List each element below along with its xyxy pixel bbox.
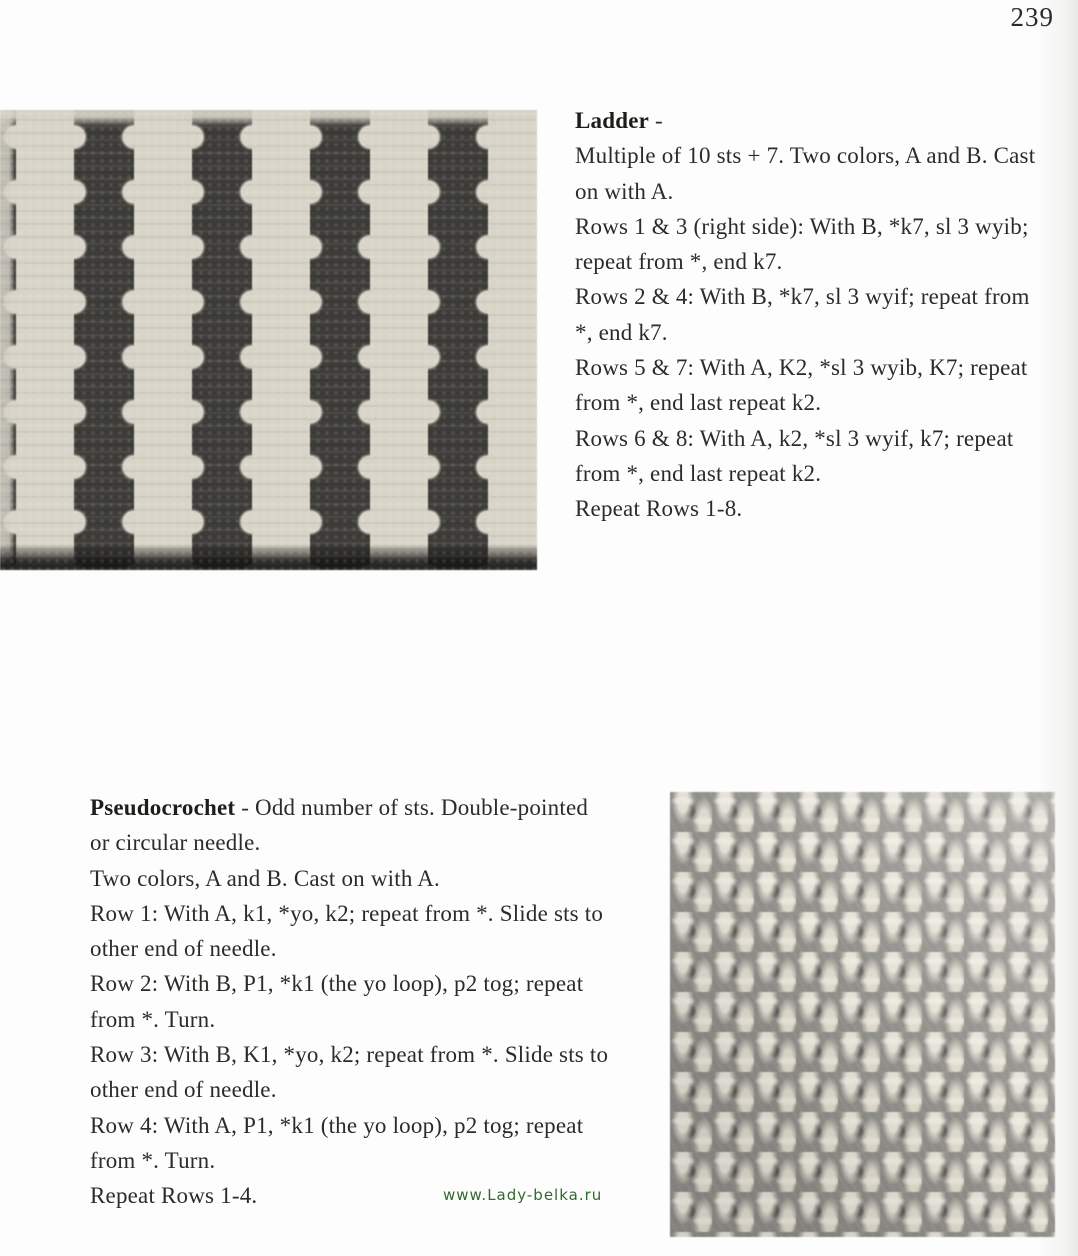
pseudocrochet-swatch-photo <box>670 792 1055 1237</box>
pseudocrochet-instructions <box>90 790 665 1214</box>
instruction-line: *, end k7. <box>575 319 668 345</box>
instruction-line: Multiple of 10 sts + 7. Two colors, A and B. Cast <box>575 143 1036 169</box>
ladder-instructions <box>575 103 1075 527</box>
instruction-line: Rows 5 & 7: With A, K2, *sl 3 wyib, K7; repeat <box>575 355 1028 381</box>
instruction-line: Rows 2 & 4: With B, *k7, sl 3 wyif; repeat from <box>575 284 1030 310</box>
instruction-line: Row 4: With A, P1, *k1 (the yo loop), p2 tog; repeat <box>90 1112 584 1138</box>
pattern-heading-line <box>575 103 1075 138</box>
instruction-line: Rows 1 & 3 (right side): With B, *k7, sl 3 wyib; <box>575 213 1029 239</box>
instruction-line: from *, end last repeat k2. <box>575 390 822 416</box>
instruction-line: from *. Turn. <box>90 1006 216 1032</box>
heading-suffix: - <box>649 108 663 133</box>
instruction-line: Two colors, A and B. Cast on with A. <box>90 865 440 891</box>
pattern-title: Pseudocrochet <box>90 795 236 820</box>
instruction-line: Rows 6 & 8: With A, k2, *sl 3 wyif, k7; repeat <box>575 425 1014 451</box>
page-number: 239 <box>1010 2 1054 32</box>
watermark-text: www.Lady-belka.ru <box>443 1186 603 1204</box>
instruction-line: on with A. <box>575 178 674 204</box>
pattern-heading-line <box>90 790 665 825</box>
instruction-line: Repeat Rows 1-4. <box>90 1183 258 1209</box>
instruction-line: repeat from *, end k7. <box>575 249 783 275</box>
instruction-line: from *. Turn. <box>90 1147 216 1173</box>
instruction-line: other end of needle. <box>90 1077 277 1103</box>
instruction-line: from *, end last repeat k2. <box>575 460 822 486</box>
instruction-line: Row 2: With B, P1, *k1 (the yo loop), p2 tog; repeat <box>90 971 584 997</box>
instruction-line: Repeat Rows 1-8. <box>575 496 743 522</box>
instruction-line: other end of needle. <box>90 936 277 962</box>
ladder-swatch-photo <box>0 110 537 570</box>
instruction-line: Row 3: With B, K1, *yo, k2; repeat from *. Slide sts to <box>90 1042 609 1068</box>
heading-rest: - Odd number of sts. Double-pointed <box>235 795 589 820</box>
instruction-line: Row 1: With A, k1, *yo, k2; repeat from *. Slide sts to <box>90 900 604 926</box>
pattern-title: Ladder <box>575 108 650 133</box>
instruction-line: or circular needle. <box>90 830 261 856</box>
